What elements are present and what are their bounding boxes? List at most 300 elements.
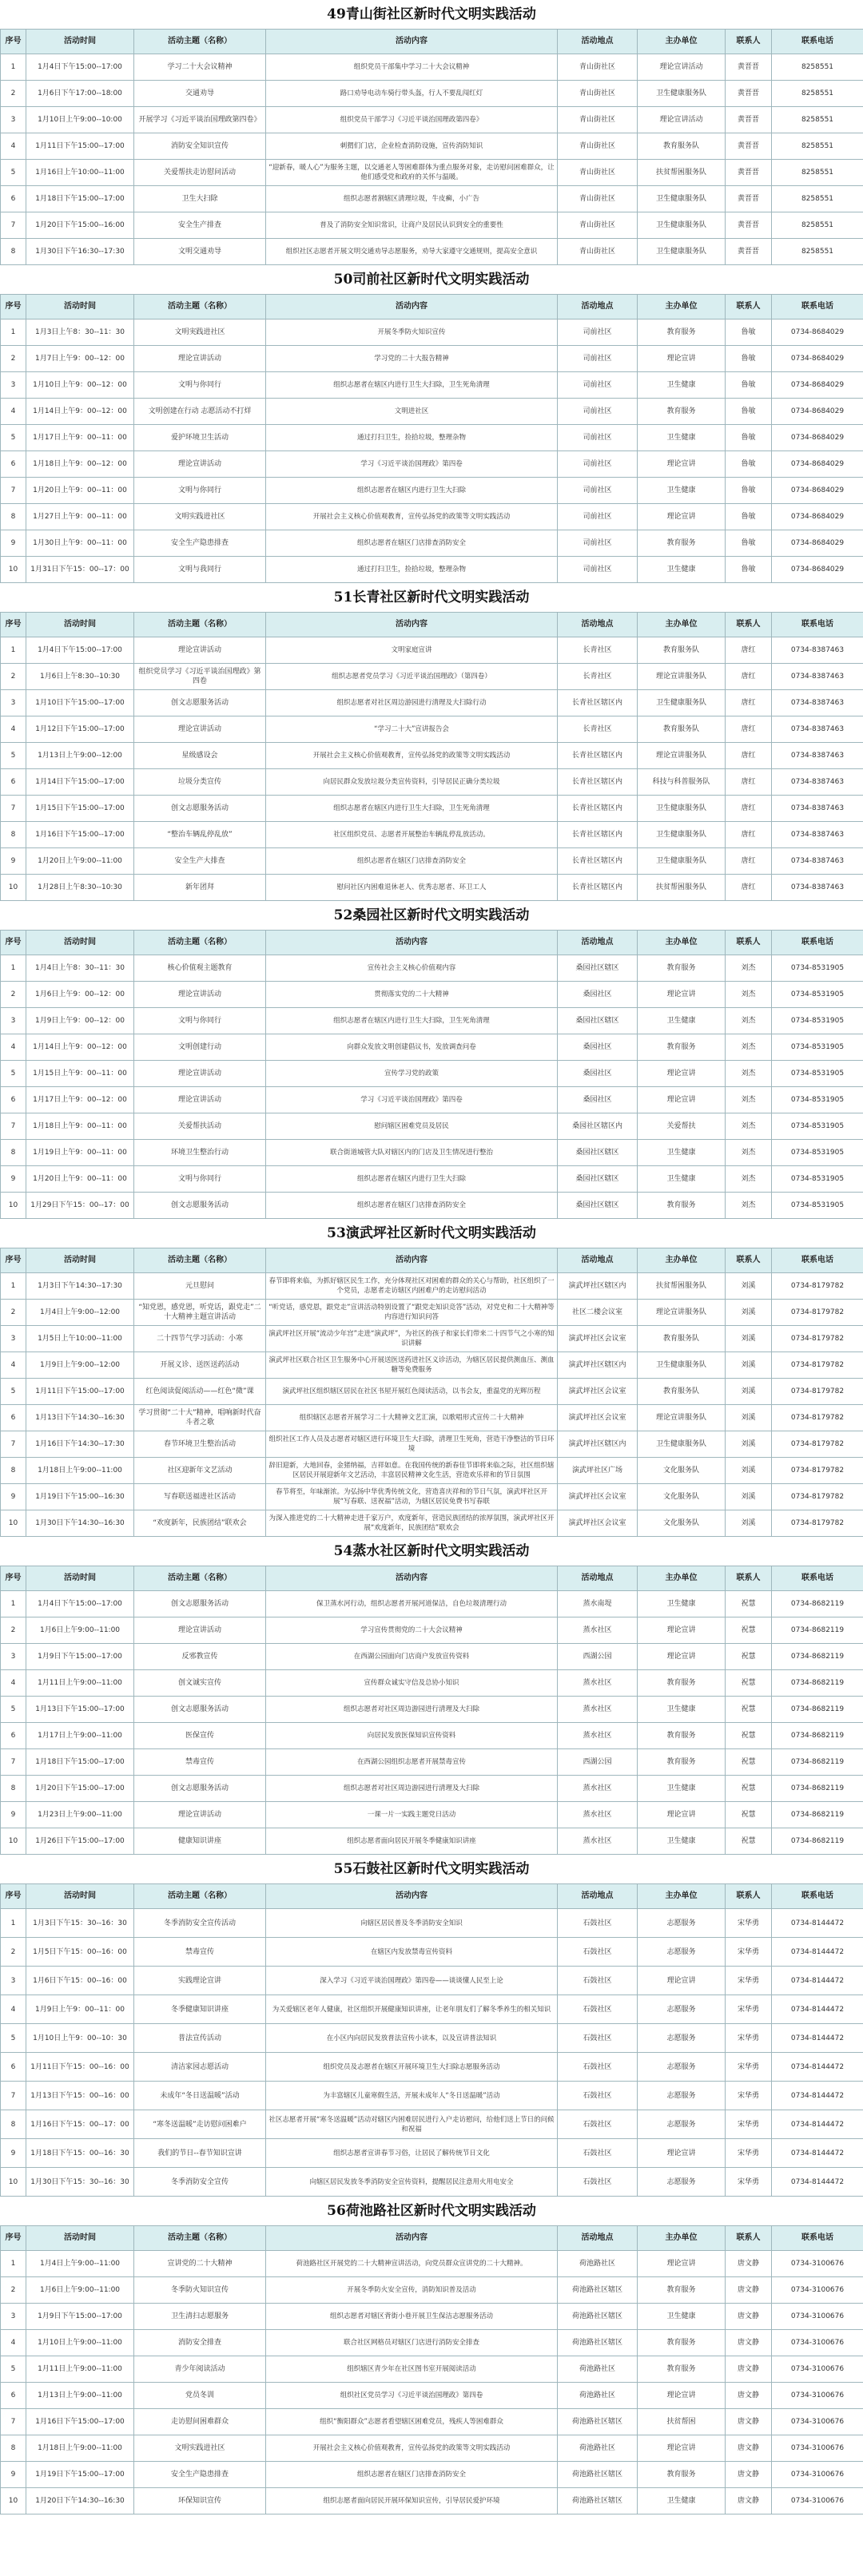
cell-content: 保卫蒸水河行动，组织志愿者开展河道保洁，自色垃圾清理行动 [266,1591,558,1617]
cell-organizer: 卫生健康 [638,372,726,399]
activity-section-51 [0,583,863,901]
table-row [1,1061,863,1087]
table-row [1,2277,863,2304]
cell-content: 开展社会主义核心价值观教育，宣传弘扬党的政策等文明实践活动 [266,2435,558,2462]
cell-content: 通过打扫卫生，捡拾垃圾，整理杂物 [266,557,558,583]
cell-theme: 元旦慰问 [134,1273,266,1300]
cell-index: 8 [1,2110,26,2139]
cell-contact: 刘杰 [726,982,772,1008]
header-time: 活动时间 [26,931,134,955]
cell-organizer: 文化服务队 [638,1458,726,1484]
header-theme: 活动主题（名称） [134,1884,266,1909]
cell-index: 1 [1,955,26,982]
table-row [1,346,863,372]
cell-theme: 垃圾分类宣传 [134,769,266,796]
cell-contact: 宋华勇 [726,1909,772,1938]
cell-theme: 文明与你同行 [134,478,266,504]
cell-index: 1 [1,637,26,664]
cell-phone: 0734-8387463 [772,769,863,796]
cell-organizer: 卫生健康服务队 [638,186,726,212]
cell-time: 1月18日下午15:00--17:00 [26,1749,134,1776]
table-row [1,320,863,346]
cell-organizer: 教育服务 [638,1723,726,1749]
cell-phone: 0734-8684029 [772,346,863,372]
cell-contact: 祝慧 [726,1828,772,1855]
cell-organizer: 理论宣讲 [638,1967,726,1995]
cell-index: 7 [1,796,26,822]
header-index: 序号 [1,613,26,637]
cell-index: 9 [1,2139,26,2168]
table-row [1,2330,863,2356]
cell-theme: 创文志愿服务活动 [134,1697,266,1723]
cell-time: 1月9日上午9：00--11：00 [26,1995,134,2024]
cell-theme: 理论宣讲活动 [134,982,266,1008]
header-content: 活动内容 [266,613,558,637]
cell-content: 为丰富辖区儿童寒假生活，开展未成年人“冬日送温暖”活动 [266,2082,558,2110]
cell-theme: “寒冬送温暖”走访慰问困难户 [134,2110,266,2139]
cell-index: 7 [1,2082,26,2110]
cell-location: 演武坪社区辖区内 [558,1273,638,1300]
cell-organizer: 理论宣讲 [638,2435,726,2462]
table-row [1,955,863,982]
cell-organizer: 卫生健康 [638,1697,726,1723]
cell-content: 组织社区志愿者开展文明交通劝导志愿服务，劝导大家遵守交通规则，提高安全意识 [266,239,558,265]
cell-theme: 安全生产隐患排查 [134,530,266,557]
cell-organizer: 理论宣讲服务队 [638,1405,726,1431]
header-location: 活动地点 [558,931,638,955]
cell-content: 普及了消防安全知识常识，让商户及居民认识到安全的重要性 [266,212,558,239]
cell-phone: 0734-8144472 [772,1967,863,1995]
cell-contact: 宋华勇 [726,1938,772,1967]
table-body [1,2251,863,2514]
table-row [1,2251,863,2277]
cell-phone: 0734-8179782 [772,1431,863,1458]
activity-table [0,612,863,901]
header-organizer: 主办单位 [638,1566,726,1591]
cell-organizer: 志愿服务 [638,2053,726,2082]
header-contact: 联系人 [726,2226,772,2251]
cell-location: 演武坪社区会议室 [558,1379,638,1405]
cell-contact: 唐红 [726,796,772,822]
cell-time: 1月18日上午9:00--11:00 [26,1458,134,1484]
cell-location: 司前社区 [558,320,638,346]
table-body [1,320,863,583]
cell-index: 9 [1,530,26,557]
cell-theme: 党员冬训 [134,2383,266,2409]
cell-content: 学习《习近平谈治国理政》第四卷 [266,451,558,478]
cell-location: 西湖公园 [558,1749,638,1776]
cell-organizer: 理论宣讲服务队 [638,743,726,769]
cell-phone: 0734-8531905 [772,1008,863,1034]
header-phone: 联系电话 [772,931,863,955]
cell-phone: 0734-8682119 [772,1776,863,1802]
cell-phone: 0734-8387463 [772,822,863,848]
cell-theme: 二十四节气学习活动：小寒 [134,1326,266,1352]
table-row [1,557,863,583]
cell-organizer: 理论宣讲活动 [638,107,726,133]
cell-phone: 0734-8144472 [772,2139,863,2168]
table-row [1,1938,863,1967]
cell-index: 6 [1,769,26,796]
cell-contact: 宋华勇 [726,2139,772,2168]
header-time: 活动时间 [26,613,134,637]
header-content: 活动内容 [266,30,558,54]
cell-location: 演武坪社区会议室 [558,1484,638,1510]
cell-contact: 唐文静 [726,2251,772,2277]
table-row [1,504,863,530]
cell-location: 青山街社区 [558,239,638,265]
cell-theme: 我们的节日--春节知识宣讲 [134,2139,266,2168]
cell-contact: 宋华勇 [726,2168,772,2197]
section-title: 54蒸水社区新时代文明实践活动 [0,1537,863,1566]
cell-time: 1月13日上午9:00--12:00 [26,743,134,769]
cell-time: 1月10日上午9:00--10:00 [26,107,134,133]
cell-contact: 黄晋晋 [726,239,772,265]
cell-contact: 黄晋晋 [726,160,772,186]
cell-organizer: 教育服务 [638,1193,726,1219]
cell-organizer: 理论宣讲 [638,2251,726,2277]
cell-time: 1月9日上午9:00--12:00 [26,1352,134,1379]
cell-contact: 祝慧 [726,1749,772,1776]
cell-phone: 0734-8684029 [772,504,863,530]
header-contact: 联系人 [726,1566,772,1591]
cell-content: 向居民群众发放垃圾分类宣传资料，引导居民正确分类垃圾 [266,769,558,796]
cell-theme: 实践理论宣讲 [134,1967,266,1995]
cell-location: 青山街社区 [558,133,638,160]
cell-contact: 黄晋晋 [726,107,772,133]
cell-time: 1月16日上午10:00--11:00 [26,160,134,186]
cell-contact: 鲁敏 [726,372,772,399]
cell-phone: 0734-3100676 [772,2356,863,2383]
cell-time: 1月6日下午15：00--16：00 [26,1967,134,1995]
header-contact: 联系人 [726,30,772,54]
cell-content: 组织社区党员学习《习近平谈治国理政》第四卷 [266,2383,558,2409]
cell-phone: 0734-3100676 [772,2383,863,2409]
header-theme: 活动主题（名称） [134,613,266,637]
cell-content: 组织“衡阳群众”志愿者看望辖区困难党员，残疾人等困难群众 [266,2409,558,2435]
header-theme: 活动主题（名称） [134,1566,266,1591]
cell-content: 为关爱辖区老年人健康，社区组织开展健康知识讲座，让老年朋友们了解冬季养生的相关知识 [266,1995,558,2024]
cell-organizer: 卫生健康服务队 [638,848,726,875]
table-row [1,2168,863,2197]
table-row [1,1193,863,1219]
cell-contact: 黄晋晋 [726,212,772,239]
cell-theme: 学习二十大会议精神 [134,54,266,81]
cell-location: 青山街社区 [558,186,638,212]
cell-time: 1月27日上午9：00--11：00 [26,504,134,530]
cell-time: 1月20日下午15:00--16:00 [26,212,134,239]
cell-time: 1月6日上午9:00--11:00 [26,1617,134,1644]
cell-contact: 唐文静 [726,2356,772,2383]
cell-content: 春节将至，年味渐浓。为弘扬中华优秀传统文化，营造喜庆祥和的节日气氛，演武坪社区开展“写春联、送祝福”活动，为辖区居民免费书写春联 [266,1484,558,1510]
table-row [1,1670,863,1697]
table-row [1,769,863,796]
cell-location: 石鼓社区 [558,2053,638,2082]
cell-index: 5 [1,743,26,769]
cell-location: 桑园社区 [558,1034,638,1061]
cell-organizer: 卫生健康 [638,1828,726,1855]
table-header-row [1,295,863,320]
cell-time: 1月31日下午15：00--17：00 [26,557,134,583]
cell-location: 司前社区 [558,451,638,478]
cell-contact: 宋华勇 [726,2053,772,2082]
table-row [1,1644,863,1670]
header-content: 活动内容 [266,295,558,320]
cell-theme: “知党恩，感党恩，听党话，跟党走”二十大精神主题宣讲活动 [134,1300,266,1326]
cell-contact: 唐文静 [726,2277,772,2304]
cell-index: 5 [1,160,26,186]
cell-content: 组织志愿者在辖区门店排查消防安全 [266,1193,558,1219]
cell-phone: 0734-8531905 [772,1034,863,1061]
cell-content: 联合街道城管大队对辖区内的门店及卫生情况进行整治 [266,1140,558,1166]
cell-time: 1月20日上午9：00--11：00 [26,478,134,504]
header-theme: 活动主题（名称） [134,1248,266,1273]
cell-content: 开展冬季防火知识宣传 [266,320,558,346]
cell-location: 荷池路社区辖区 [558,2277,638,2304]
cell-phone: 0734-8682119 [772,1723,863,1749]
cell-phone: 0734-8682119 [772,1749,863,1776]
cell-contact: 祝慧 [726,1591,772,1617]
cell-theme: 组织党员学习《习近平谈治国理政》第四卷 [134,664,266,690]
cell-contact: 刘杰 [726,1140,772,1166]
table-body [1,1591,863,1855]
cell-phone: 0734-3100676 [772,2277,863,2304]
table-header-row [1,30,863,54]
table-row [1,1776,863,1802]
cell-contact: 刘溪 [726,1326,772,1352]
cell-organizer: 理论宣讲 [638,1802,726,1828]
cell-content: 文明家庭宣讲 [266,637,558,664]
cell-location: 演武坪社区广场 [558,1458,638,1484]
header-time: 活动时间 [26,1248,134,1273]
cell-organizer: 志愿服务 [638,2168,726,2197]
table-header-row [1,1248,863,1273]
cell-location: 长青社区辖区内 [558,822,638,848]
cell-theme: 冬季健康知识讲座 [134,1995,266,2024]
cell-phone: 0734-8387463 [772,743,863,769]
cell-organizer: 教育服务 [638,2462,726,2488]
cell-location: 桑园社区辖区内 [558,1113,638,1140]
cell-location: 桑园社区辖区 [558,955,638,982]
cell-phone: 0734-8179782 [772,1326,863,1352]
cell-theme: 宣讲党的二十大精神 [134,2251,266,2277]
cell-time: 1月11日上午9:00--11:00 [26,2356,134,2383]
table-row [1,1828,863,1855]
cell-location: 青山街社区 [558,81,638,107]
section-title: 55石鼓社区新时代文明实践活动 [0,1855,863,1883]
cell-organizer: 志愿服务 [638,2024,726,2053]
cell-theme: 理论宣讲活动 [134,346,266,372]
cell-location: 司前社区 [558,557,638,583]
cell-location: 长青社区 [558,664,638,690]
header-index: 序号 [1,2226,26,2251]
cell-content: 在辖区内发放禁毒宣传资料 [266,1938,558,1967]
cell-time: 1月10日上午9：00--12：00 [26,372,134,399]
cell-time: 1月15日上午9：00--11：00 [26,1061,134,1087]
cell-location: 石鼓社区 [558,2139,638,2168]
header-location: 活动地点 [558,295,638,320]
cell-contact: 鲁敏 [726,557,772,583]
cell-contact: 祝慧 [726,1644,772,1670]
cell-index: 6 [1,1723,26,1749]
cell-contact: 刘溪 [726,1352,772,1379]
cell-index: 4 [1,2330,26,2356]
cell-contact: 祝慧 [726,1697,772,1723]
cell-content: 组织志愿者在辖区门店排查消防安全 [266,2462,558,2488]
cell-location: 荷池路社区辖区 [558,2488,638,2514]
activity-section-50 [0,265,863,583]
cell-time: 1月16日下午15:00--17:00 [26,822,134,848]
cell-contact: 唐红 [726,822,772,848]
cell-contact: 唐文静 [726,2435,772,2462]
table-row [1,1034,863,1061]
cell-time: 1月17日上午9:00--11:00 [26,1723,134,1749]
cell-index: 6 [1,451,26,478]
table-row [1,637,863,664]
cell-organizer: 志愿服务 [638,1995,726,2024]
table-row [1,716,863,743]
cell-contact: 刘杰 [726,1113,772,1140]
cell-index: 5 [1,425,26,451]
cell-content: 宣传社会主义核心价值观内容 [266,955,558,982]
cell-theme: 理论宣讲活动 [134,451,266,478]
table-row [1,239,863,265]
cell-organizer: 理论宣讲 [638,1617,726,1644]
header-index: 序号 [1,1248,26,1273]
table-row [1,160,863,186]
cell-index: 6 [1,2053,26,2082]
cell-organizer: 卫生健康服务队 [638,1431,726,1458]
cell-theme: 新年团拜 [134,875,266,901]
table-row [1,81,863,107]
cell-theme: 环保知识宣传 [134,2488,266,2514]
cell-index: 3 [1,2304,26,2330]
table-row [1,1273,863,1300]
cell-content: 文明进社区 [266,399,558,425]
cell-organizer: 理论宣讲 [638,1644,726,1670]
activity-section-53 [0,1219,863,1537]
cell-theme: 文明与我同行 [134,557,266,583]
cell-contact: 唐文静 [726,2409,772,2435]
cell-theme: 普法宣传活动 [134,2024,266,2053]
cell-content: 组织志愿者对社区周边游园进行清理及大扫除 [266,1697,558,1723]
cell-content: 为深入推进党的二十大精神走进千家万户，欢度新年，营造民族团结的浓厚氛围，演武坪社区开展“欢度新年，民族团结”联欢会 [266,1510,558,1537]
table-row [1,451,863,478]
cell-time: 1月5日下午15：00--16：00 [26,1938,134,1967]
table-row [1,2488,863,2514]
cell-content: 演武坪社区组织辖区居民在社区书屋开展红色阅读活动，以书会友，重温党的光辉历程 [266,1379,558,1405]
header-contact: 联系人 [726,1884,772,1909]
cell-organizer: 扶贫帮困 [638,2409,726,2435]
cell-index: 1 [1,320,26,346]
cell-location: 荷池路社区辖区 [558,2462,638,2488]
cell-index: 7 [1,1749,26,1776]
cell-contact: 宋华勇 [726,1967,772,1995]
cell-theme: 学习贯彻“二十大”精神，唱响新时代奋斗者之歌 [134,1405,266,1431]
cell-location: 长青社区辖区内 [558,848,638,875]
cell-location: 蒸水社区 [558,1697,638,1723]
header-contact: 联系人 [726,613,772,637]
cell-time: 1月9日下午15:00--17:00 [26,1644,134,1670]
cell-theme: 文明创建在行动 志愿活动不打烊 [134,399,266,425]
header-contact: 联系人 [726,931,772,955]
table-row [1,54,863,81]
table-row [1,796,863,822]
cell-theme: 文明与你同行 [134,372,266,399]
cell-time: 1月29日下午15：00--17：00 [26,1193,134,1219]
table-body [1,1273,863,1537]
activity-table [0,294,863,583]
cell-organizer: 科技与科普服务队 [638,769,726,796]
header-organizer: 主办单位 [638,931,726,955]
header-phone: 联系电话 [772,1248,863,1273]
cell-contact: 宋华勇 [726,2082,772,2110]
cell-contact: 刘溪 [726,1379,772,1405]
cell-index: 9 [1,2462,26,2488]
cell-content: 组织志愿者在辖区内进行卫生大扫除 [266,478,558,504]
cell-content: 组织志愿者对社区周边游园进行清理及大扫除 [266,1776,558,1802]
cell-location: 荷池路社区辖区 [558,2304,638,2330]
cell-organizer: 卫生健康 [638,425,726,451]
cell-time: 1月4日下午15:00--17:00 [26,1591,134,1617]
cell-index: 1 [1,1909,26,1938]
cell-content: 组织辖区青少年在社区图书室开展阅读活动 [266,2356,558,2383]
table-row [1,1087,863,1113]
cell-index: 2 [1,1300,26,1326]
cell-phone: 8258551 [772,239,863,265]
cell-theme: 创文志愿服务活动 [134,796,266,822]
cell-location: 青山街社区 [558,107,638,133]
cell-theme: 创文志愿服务活动 [134,1591,266,1617]
table-row [1,212,863,239]
cell-location: 桑园社区 [558,1061,638,1087]
cell-time: 1月19日下午15:00--17:00 [26,2462,134,2488]
cell-index: 4 [1,399,26,425]
cell-organizer: 教育服务 [638,1670,726,1697]
cell-theme: 社区迎新年文艺活动 [134,1458,266,1484]
cell-index: 10 [1,1193,26,1219]
cell-organizer: 教育服务队 [638,637,726,664]
cell-index: 7 [1,212,26,239]
cell-location: 蒸水社区 [558,1617,638,1644]
table-row [1,1723,863,1749]
cell-contact: 唐红 [726,743,772,769]
header-theme: 活动主题（名称） [134,295,266,320]
cell-time: 1月10日下午15:00--17:00 [26,690,134,716]
cell-contact: 刘溪 [726,1458,772,1484]
cell-organizer: 理论宣讲 [638,1087,726,1113]
table-row [1,1749,863,1776]
cell-contact: 刘杰 [726,1087,772,1113]
cell-index: 2 [1,346,26,372]
cell-organizer: 理论宣讲 [638,451,726,478]
table-row [1,2304,863,2330]
header-time: 活动时间 [26,1884,134,1909]
table-row [1,1008,863,1034]
table-body [1,637,863,901]
table-header-row [1,2226,863,2251]
header-theme: 活动主题（名称） [134,931,266,955]
cell-organizer: 教育服务 [638,1034,726,1061]
cell-organizer: 卫生健康 [638,1140,726,1166]
cell-content: 路口劝导电动车骑行带头盔，行人不要乱闯红灯 [266,81,558,107]
cell-time: 1月18日下午15:00--17:00 [26,186,134,212]
cell-location: 石鼓社区 [558,2168,638,2197]
cell-organizer: 志愿服务 [638,1909,726,1938]
cell-contact: 宋华勇 [726,1995,772,2024]
cell-time: 1月9日下午15:00--17:00 [26,2304,134,2330]
cell-time: 1月20日下午15:00--17:00 [26,1776,134,1802]
